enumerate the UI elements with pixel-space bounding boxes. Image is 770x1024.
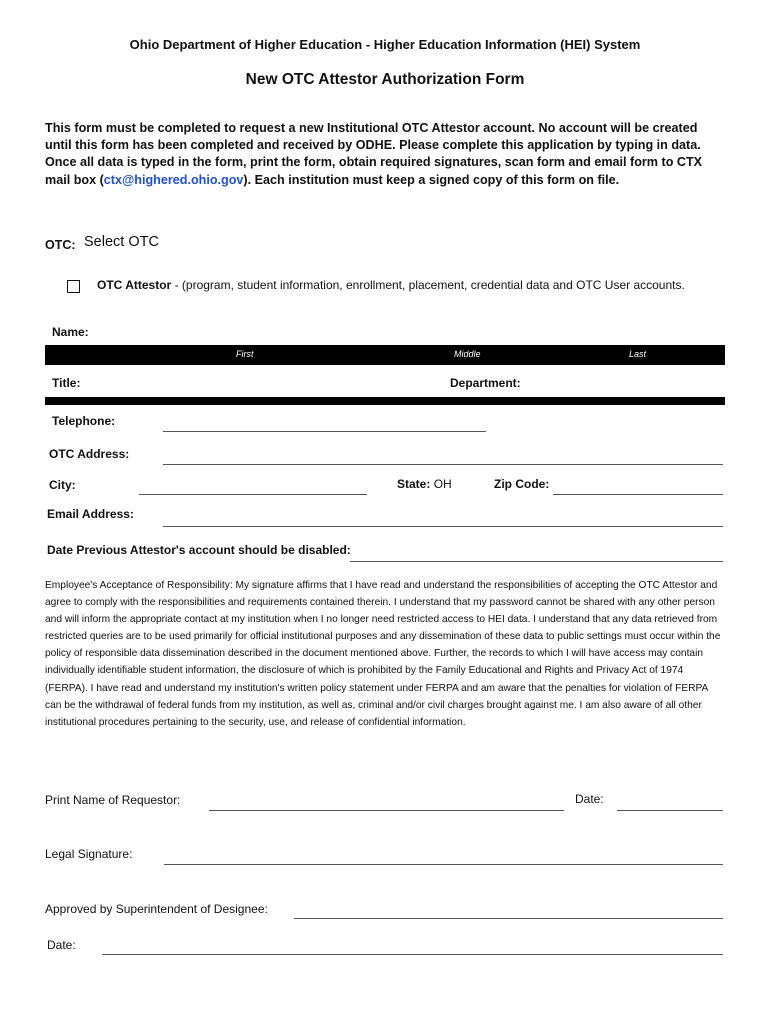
otc-label: OTC: bbox=[45, 238, 76, 252]
otc-attestor-checkbox[interactable] bbox=[67, 280, 80, 293]
date2-label: Date: bbox=[47, 938, 76, 952]
city-field[interactable] bbox=[139, 494, 367, 495]
telephone-label: Telephone: bbox=[52, 414, 116, 428]
date2-field[interactable] bbox=[102, 954, 723, 955]
legal-signature-label: Legal Signature: bbox=[45, 847, 133, 861]
responsibility-paragraph: Employee's Acceptance of Responsibility: My signature affirms that I have read and understand the responsibilities of accepting the OTC Attestor and agree to comply with the responsibilities and requirements contained therein. I understand that my password cannot be shared with any other person and will inform the appropriate contact at my institution when I no longer need restricted access to HEI data. I understand that any data retrieved from restricted queries are to be used primarily for official institutional purposes and any dissemination of these data to public settings must occur within the policy of responsible data dissemination described in the document mentioned above. Further, the records to which I will have access may contain individually identifiable student information, the disclosure of which is prohibited by the Family Educational and Rights and Privacy Act of 1974 (FERPA). I have read and understand my institution's written policy statement under FERPA and am aware that the penalties for violation of FERPA can be the withdrawal of federal funds from my institution, as well as, criminal and/or civil charges brought against me. I am also aware of all other institutional procedures pertaining to the security, use, and release of confidential information. bbox=[45, 580, 721, 728]
form-title: New OTC Attestor Authorization Form bbox=[245, 71, 525, 88]
otc-address-field[interactable] bbox=[163, 464, 723, 465]
title-bar bbox=[45, 397, 725, 405]
print-name-label: Print Name of Requestor: bbox=[45, 793, 181, 807]
agency-header: Ohio Department of Higher Education - Higher Education Information (HEI) System bbox=[129, 37, 641, 52]
telephone-field[interactable] bbox=[163, 431, 486, 432]
ctx-email-link[interactable]: ctx@highered.ohio.gov bbox=[103, 172, 244, 187]
disable-date-label: Date Previous Attestor's account should be disabled: bbox=[47, 543, 351, 557]
legal-signature-field[interactable] bbox=[164, 864, 723, 865]
disable-date-field[interactable] bbox=[350, 561, 723, 562]
state-value[interactable]: OH bbox=[433, 477, 452, 491]
intro-text-1: This form must be completed to request a new Institutional OTC Attestor account. No account will be created until this form has been completed and received by ODHE. Please complete this application by typing in data. Once all data is typed in the form, print the form, obtain required signatures, scan form and email form to CTX mail box ( bbox=[45, 121, 703, 187]
email-field[interactable] bbox=[163, 526, 723, 527]
department-label: Department: bbox=[450, 376, 521, 390]
zip-label: Zip Code: bbox=[494, 477, 550, 491]
otc-attestor-rest: - (program, student information, enrollment, placement, credential data and OTC User accounts. bbox=[171, 278, 685, 292]
name-middle-caption: Middle bbox=[454, 349, 481, 359]
zip-field[interactable] bbox=[553, 494, 723, 495]
intro-text-2: ). Each institution must keep a signed copy of this form on file. bbox=[243, 172, 620, 187]
city-label: City: bbox=[49, 478, 76, 492]
state-group bbox=[397, 477, 452, 491]
approved-label: Approved by Superintendent of Designee: bbox=[45, 902, 268, 916]
otc-address-label: OTC Address: bbox=[49, 447, 130, 461]
otc-select[interactable]: Select OTC bbox=[84, 234, 159, 250]
date-label: Date: bbox=[575, 792, 604, 806]
email-label: Email Address: bbox=[47, 507, 134, 521]
approved-signature-field[interactable] bbox=[294, 918, 723, 919]
name-label: Name: bbox=[52, 325, 89, 339]
name-first-caption: First bbox=[236, 349, 254, 359]
otc-attestor-description bbox=[97, 278, 707, 294]
name-bar bbox=[45, 345, 725, 365]
title-label: Title: bbox=[52, 376, 81, 390]
intro-paragraph bbox=[45, 120, 725, 189]
otc-attestor-bold: OTC Attestor bbox=[97, 278, 172, 292]
state-label: State: bbox=[397, 477, 431, 491]
date-field[interactable] bbox=[617, 810, 723, 811]
name-last-caption: Last bbox=[629, 349, 647, 359]
print-name-field[interactable] bbox=[209, 810, 564, 811]
